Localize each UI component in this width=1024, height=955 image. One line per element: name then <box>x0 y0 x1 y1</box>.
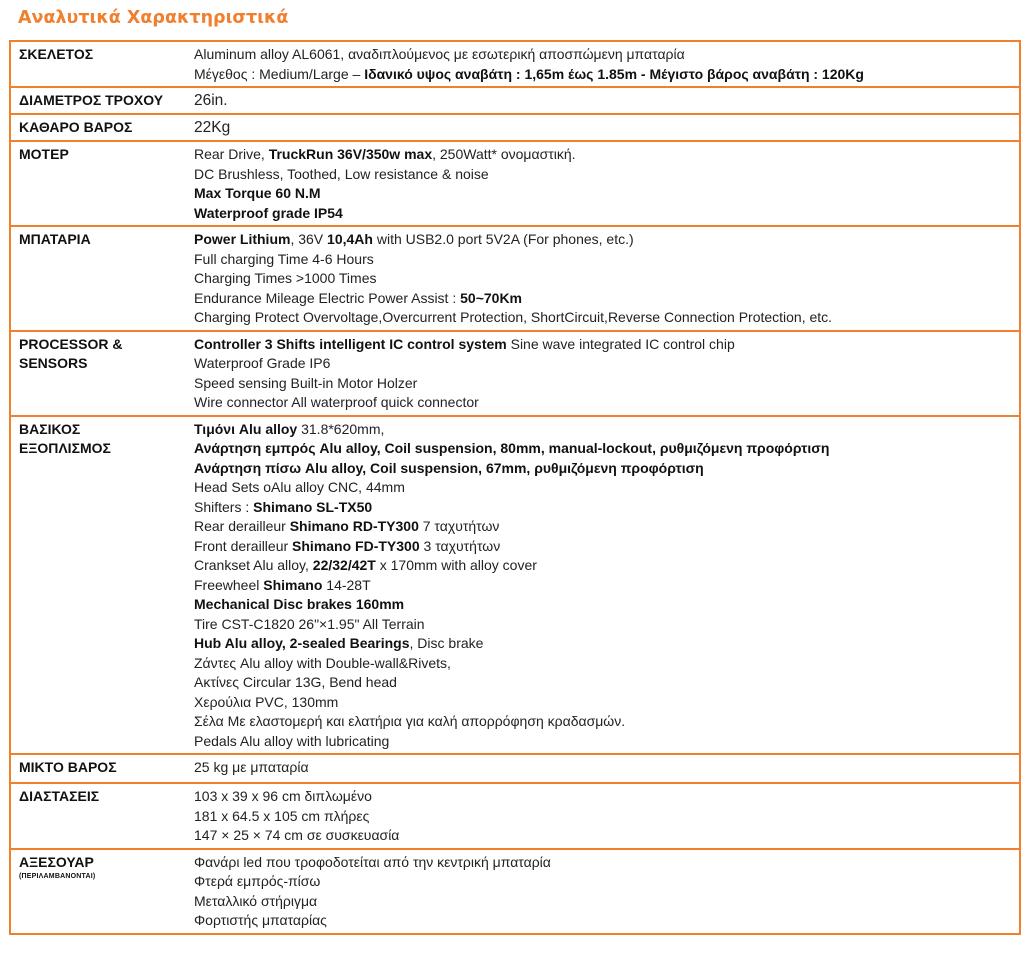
dimensions-folded: 103 x 39 x 96 cm διπλωμένο <box>194 788 372 804</box>
table-row-battery <box>10 226 1020 331</box>
processor-controller <box>194 335 1013 355</box>
battery-range <box>194 289 1013 309</box>
equip-freewheel <box>194 576 1013 596</box>
page-title: Αναλυτικά Χαρακτηριστικά <box>18 8 289 28</box>
equip-crankset <box>194 556 1013 576</box>
accessory-light: Φανάρι led που τροφοδοτείται από την κεντρική μπαταρία <box>194 853 551 870</box>
rear-derailleur-model: Shimano RD-TY300 <box>289 518 419 534</box>
processor-speed-sensor: Speed sensing Built-in Motor Holzer <box>194 374 418 391</box>
handlebar-size: 31.8*620mm, <box>297 420 385 437</box>
battery-voltage: , 36V <box>290 231 328 247</box>
processor-label-line1: PROCESSOR & <box>19 335 123 352</box>
rear-derailleur-label: Rear derailleur <box>194 518 290 534</box>
row-label-frame: ΣΚΕΛΕΤΟΣ <box>10 41 186 87</box>
processor-waterproof: Waterproof Grade IP6 <box>194 355 331 371</box>
crankset-label: Crankset Alu alloy, <box>194 557 313 573</box>
dimensions-full: 181 x 64.5 x 105 cm πλήρες <box>194 807 370 824</box>
freewheel-label: Freewheel <box>194 576 264 593</box>
row-value-processor <box>186 331 1020 416</box>
equip-rear-suspension: Ανάρτηση πίσω Alu alloy, Coil suspension, 67mm, ρυθμιζόμενη προφόρτιση <box>194 459 704 476</box>
equip-saddle: Σέλα Με ελαστομερή και ελατήρια για καλή απορρόφηση κραδασμών. <box>194 713 626 729</box>
motor-drive <box>194 145 1013 165</box>
row-label-wheel: ΔΙΑΜΕΤΡΟΣ ΤΡΟΧΟΥ <box>10 87 186 114</box>
row-value-dimensions <box>186 783 1020 849</box>
accessory-kickstand: Μεταλλικό στήριγμα <box>194 892 318 909</box>
row-label-equipment <box>10 416 186 755</box>
battery-usb: with USB2.0 port 5V2A (For phones, etc.) <box>372 231 634 247</box>
table-row-dimensions <box>10 783 1020 849</box>
battery-protection: Charging Protect Overvoltage,Overcurrent Protection, ShortCircuit,Reverse Connection Protection, etc. <box>194 309 833 325</box>
table-row-frame <box>10 41 1020 87</box>
row-label-battery: ΜΠΑΤΑΡΙΑ <box>10 226 186 331</box>
row-label-processor <box>10 331 186 416</box>
rear-derailleur-speeds: 7 ταχυτήτων <box>418 518 500 534</box>
hub-name: Hub Alu alloy, 2-sealed Bearings <box>194 635 410 651</box>
front-derailleur-label: Front derailleur <box>194 537 293 554</box>
battery-cycles: Charging Times >1000 Times <box>194 270 377 286</box>
table-row-wheel <box>10 87 1020 114</box>
accessories-label: ΑΞΕΣΟΥΑΡ <box>19 853 94 870</box>
crankset-teeth: 22/32/42T <box>312 557 376 573</box>
battery-spec <box>194 230 1013 250</box>
shifters-model: Shimano SL-TX50 <box>253 498 373 515</box>
battery-range-text: Endurance Mileage Electric Power Assist : <box>194 289 461 306</box>
row-label-net-weight: ΚΑΘΑΡΟ ΒΑΡΟΣ <box>10 114 186 141</box>
wheel-size: 26in. <box>194 92 228 109</box>
row-value-accessories <box>186 849 1020 934</box>
equip-pedals: Pedals Alu alloy with lubricating <box>194 732 390 749</box>
battery-type: Power Lithium <box>194 231 291 247</box>
equip-front-derailleur <box>194 537 1013 557</box>
equip-shifters <box>194 498 1013 518</box>
equip-rims: Ζάντες Alu alloy with Double-wall&Rivets, <box>194 654 451 671</box>
accessories-sublabel: (ΠΕΡΙΛΑΜΒΑΝΟΝΤΑΙ) <box>19 873 96 880</box>
equip-hub <box>194 634 1013 654</box>
equip-rear-derailleur <box>194 517 1013 537</box>
table-row-processor <box>10 331 1020 416</box>
table-row-net-weight <box>10 114 1020 141</box>
equip-tire: Tire CST-C1820 26"×1.95" All Terrain <box>194 615 425 632</box>
crankset-length: x 170mm with alloy cover <box>375 557 537 573</box>
row-value-motor <box>186 141 1020 226</box>
specs-table <box>9 40 1021 935</box>
shifters-label: Shifters : <box>194 498 254 515</box>
row-value-gross-weight <box>186 754 1020 783</box>
equip-brakes: Mechanical Disc brakes 160mm <box>194 596 405 612</box>
equipment-label-line1: ΒΑΣΙΚΟΣ <box>19 420 81 437</box>
table-row-equipment <box>10 416 1020 755</box>
row-value-equipment <box>186 416 1020 755</box>
equip-grips: Χερούλια PVC, 130mm <box>194 693 339 710</box>
frame-rider-specs: Ιδανικό υψος αναβάτη : 1,65m έως 1.85m - Μέγιστο βάρος αναβάτη : 120Kg <box>364 65 864 82</box>
equip-handlebar <box>194 420 1013 440</box>
processor-label-line2: SENSORS <box>19 355 88 371</box>
front-derailleur-speeds: 3 ταχυτήτων <box>419 537 501 554</box>
controller-name: Controller 3 Shifts intelligent IC control system <box>194 335 507 352</box>
equip-spokes: Ακτίνες Circular 13G, Bend head <box>194 674 397 690</box>
equip-headset: Head Sets oAlu alloy CNC, 44mm <box>194 479 405 495</box>
table-row-motor <box>10 141 1020 226</box>
row-value-frame <box>186 41 1020 87</box>
row-label-accessories <box>10 849 186 934</box>
table-row-accessories <box>10 849 1020 934</box>
battery-range-value: 50~70Km <box>460 289 523 306</box>
battery-charge-time: Full charging Time 4-6 Hours <box>194 250 374 267</box>
row-value-wheel <box>186 87 1020 114</box>
row-value-battery <box>186 226 1020 331</box>
frame-size-text: Μέγεθος : Medium/Large – <box>194 65 365 82</box>
row-label-gross-weight: ΜΙΚΤΟ ΒΑΡΟΣ <box>10 754 186 783</box>
accessory-charger: Φορτιστής μπαταρίας <box>194 912 327 928</box>
accessory-fenders: Φτερά εμπρός-πίσω <box>194 873 321 889</box>
row-value-net-weight <box>186 114 1020 141</box>
handlebar-name: Τιμόνι Alu alloy <box>194 420 298 437</box>
motor-model: TruckRun 36V/350w max <box>268 146 433 162</box>
table-row-gross-weight <box>10 754 1020 783</box>
motor-torque: Max Torque 60 N.M <box>194 185 321 201</box>
gross-weight-value: 25 kg με μπαταρία <box>194 759 309 775</box>
motor-waterproof: Waterproof grade IP54 <box>194 204 343 221</box>
freewheel-brand: Shimano <box>263 576 323 593</box>
controller-chip: Sine wave integrated IC control chip <box>506 335 735 352</box>
frame-material: Aluminum alloy AL6061, αναδιπλούμενος με εσωτερική αποσπώμενη μπαταρία <box>194 46 685 62</box>
hub-brake: , Disc brake <box>409 635 484 651</box>
motor-drive-text: Rear Drive, <box>194 146 269 162</box>
equipment-label-line2: ΕΞΟΠΛΙΣΜΟΣ <box>19 440 111 456</box>
battery-capacity: 10,4Ah <box>327 231 373 247</box>
dimensions-package: 147 × 25 × 74 cm σε συσκευασία <box>194 827 400 843</box>
motor-rated: , 250Watt* ονομαστική. <box>432 146 576 162</box>
net-weight-value: 22Kg <box>194 119 231 136</box>
processor-connector: Wire connector All waterproof quick connector <box>194 394 479 410</box>
row-label-dimensions: ΔΙΑΣΤΑΣΕΙΣ <box>10 783 186 849</box>
front-derailleur-model: Shimano FD-TY300 <box>292 537 420 554</box>
equip-front-suspension: Ανάρτηση εμπρός Alu alloy, Coil suspension, 80mm, manual-lockout, ρυθμιζόμενη προφόρτιση <box>194 440 830 456</box>
row-label-motor: ΜΟΤΕΡ <box>10 141 186 226</box>
freewheel-range: 14-28T <box>322 576 371 593</box>
frame-size <box>194 65 1013 85</box>
motor-type: DC Brushless, Toothed, Low resistance & noise <box>194 165 489 182</box>
